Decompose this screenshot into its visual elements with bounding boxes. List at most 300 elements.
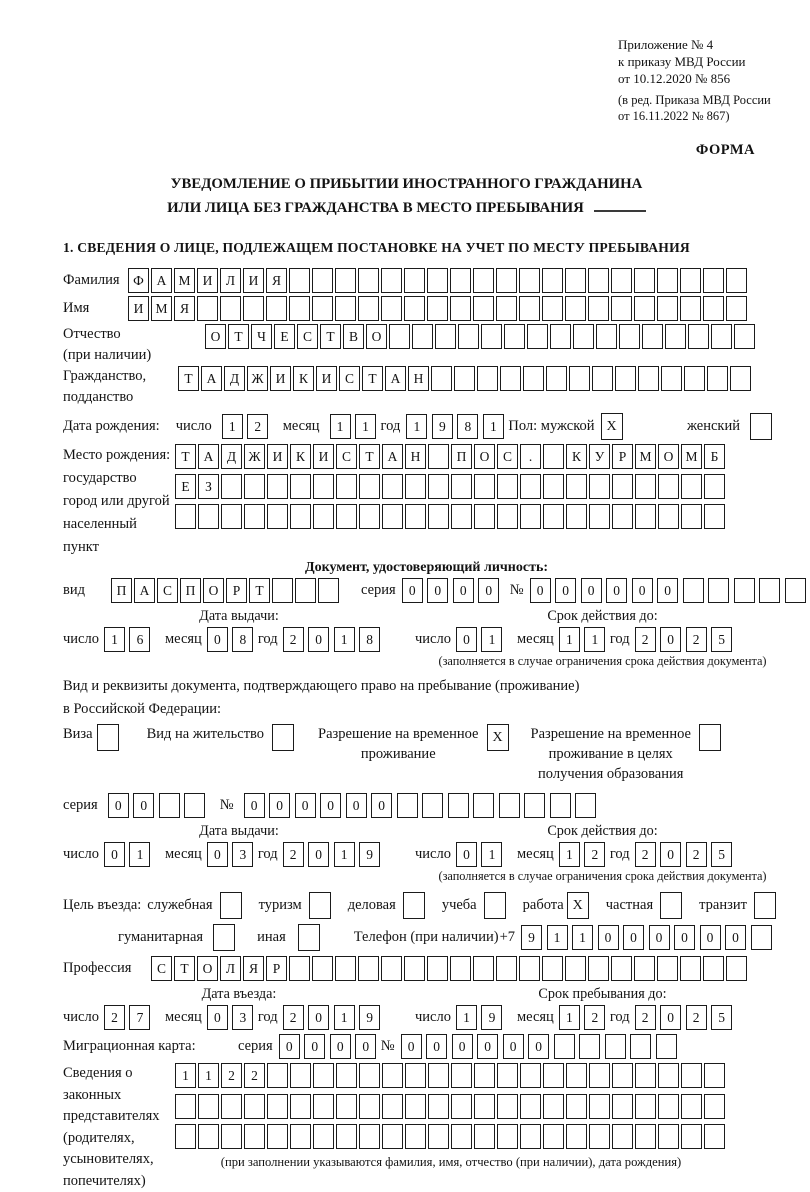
form-cell[interactable] — [382, 1094, 403, 1119]
form-cell[interactable] — [734, 324, 755, 349]
form-cell[interactable]: 0 — [632, 578, 653, 603]
form-cell[interactable]: 0 — [295, 793, 316, 818]
form-cell[interactable] — [657, 296, 678, 321]
form-cell[interactable] — [450, 956, 471, 981]
form-cell[interactable] — [550, 324, 571, 349]
form-cell[interactable] — [520, 1063, 541, 1088]
form-cell[interactable]: 0 — [371, 793, 392, 818]
form-cell[interactable]: 0 — [133, 793, 154, 818]
form-cell[interactable] — [520, 474, 541, 499]
form-cell[interactable] — [313, 1094, 334, 1119]
form-cell[interactable] — [359, 474, 380, 499]
form-cell[interactable] — [611, 296, 632, 321]
form-cell[interactable] — [519, 956, 540, 981]
form-cell[interactable] — [336, 474, 357, 499]
form-cell[interactable]: Т — [249, 578, 270, 603]
form-cell[interactable] — [527, 324, 548, 349]
form-cell[interactable]: . — [520, 444, 541, 469]
form-cell[interactable] — [318, 578, 339, 603]
form-cell[interactable] — [708, 578, 729, 603]
form-cell[interactable] — [290, 474, 311, 499]
form-cell[interactable] — [159, 793, 180, 818]
form-cell[interactable]: И — [316, 366, 337, 391]
form-cell[interactable] — [473, 793, 494, 818]
form-cell[interactable] — [435, 324, 456, 349]
form-cell[interactable]: 1 — [334, 627, 355, 652]
form-cell[interactable] — [497, 504, 518, 529]
form-cell[interactable]: 8 — [232, 627, 253, 652]
form-cell[interactable]: 0 — [503, 1034, 524, 1059]
form-cell[interactable]: 0 — [330, 1034, 351, 1059]
form-cell[interactable]: 2 — [247, 414, 268, 439]
form-cell[interactable] — [565, 268, 586, 293]
form-cell[interactable]: 2 — [686, 627, 707, 652]
form-cell[interactable] — [730, 366, 751, 391]
form-cell[interactable] — [704, 1063, 725, 1088]
purpose-transit-checkbox[interactable] — [754, 892, 776, 919]
form-cell[interactable]: 0 — [346, 793, 367, 818]
form-cell[interactable] — [243, 296, 264, 321]
form-cell[interactable]: К — [290, 444, 311, 469]
form-cell[interactable]: И — [197, 268, 218, 293]
form-cell[interactable]: 0 — [452, 1034, 473, 1059]
form-cell[interactable] — [612, 1063, 633, 1088]
form-cell[interactable] — [704, 474, 725, 499]
form-cell[interactable] — [359, 1063, 380, 1088]
form-cell[interactable]: З — [198, 474, 219, 499]
form-cell[interactable]: 1 — [355, 414, 376, 439]
form-cell[interactable] — [313, 1063, 334, 1088]
form-cell[interactable]: 1 — [129, 842, 150, 867]
form-cell[interactable]: 2 — [283, 842, 304, 867]
form-cell[interactable] — [661, 366, 682, 391]
form-cell[interactable] — [290, 1124, 311, 1149]
form-cell[interactable] — [497, 1124, 518, 1149]
form-cell[interactable] — [726, 296, 747, 321]
form-cell[interactable]: 1 — [559, 627, 580, 652]
form-cell[interactable] — [520, 504, 541, 529]
form-cell[interactable] — [267, 1124, 288, 1149]
form-cell[interactable] — [496, 956, 517, 981]
form-cell[interactable] — [382, 1063, 403, 1088]
form-cell[interactable] — [496, 296, 517, 321]
form-cell[interactable]: У — [589, 444, 610, 469]
form-cell[interactable]: 1 — [104, 627, 125, 652]
form-cell[interactable] — [619, 324, 640, 349]
form-cell[interactable] — [638, 366, 659, 391]
form-cell[interactable] — [566, 474, 587, 499]
form-cell[interactable]: 2 — [104, 1005, 125, 1030]
form-cell[interactable]: 0 — [308, 627, 329, 652]
form-cell[interactable] — [474, 1063, 495, 1088]
form-cell[interactable]: 2 — [244, 1063, 265, 1088]
form-cell[interactable] — [405, 474, 426, 499]
form-cell[interactable] — [267, 504, 288, 529]
form-cell[interactable]: О — [205, 324, 226, 349]
form-cell[interactable]: 1 — [559, 1005, 580, 1030]
form-cell[interactable] — [358, 956, 379, 981]
form-cell[interactable] — [428, 504, 449, 529]
form-cell[interactable]: 1 — [584, 627, 605, 652]
form-cell[interactable]: 1 — [572, 925, 593, 950]
form-cell[interactable] — [497, 1094, 518, 1119]
form-cell[interactable]: 1 — [334, 1005, 355, 1030]
form-cell[interactable] — [612, 504, 633, 529]
form-cell[interactable] — [565, 956, 586, 981]
form-cell[interactable] — [272, 578, 293, 603]
form-cell[interactable]: 9 — [432, 414, 453, 439]
form-cell[interactable] — [657, 956, 678, 981]
form-cell[interactable] — [589, 1094, 610, 1119]
form-cell[interactable] — [566, 1094, 587, 1119]
form-cell[interactable] — [389, 324, 410, 349]
form-cell[interactable]: П — [451, 444, 472, 469]
form-cell[interactable]: 1 — [334, 842, 355, 867]
form-cell[interactable] — [657, 268, 678, 293]
form-cell[interactable] — [175, 1124, 196, 1149]
form-cell[interactable] — [612, 474, 633, 499]
form-cell[interactable] — [759, 578, 780, 603]
form-cell[interactable]: Т — [320, 324, 341, 349]
form-cell[interactable]: 0 — [104, 842, 125, 867]
form-cell[interactable] — [550, 793, 571, 818]
form-cell[interactable]: 0 — [528, 1034, 549, 1059]
form-cell[interactable] — [684, 366, 705, 391]
form-cell[interactable] — [630, 1034, 651, 1059]
form-cell[interactable] — [592, 366, 613, 391]
form-cell[interactable] — [267, 1094, 288, 1119]
form-cell[interactable]: Е — [175, 474, 196, 499]
form-cell[interactable]: 2 — [635, 627, 656, 652]
form-cell[interactable]: 0 — [308, 842, 329, 867]
form-cell[interactable] — [665, 324, 686, 349]
form-cell[interactable]: В — [343, 324, 364, 349]
form-cell[interactable] — [221, 504, 242, 529]
form-cell[interactable]: А — [151, 268, 172, 293]
form-cell[interactable] — [451, 1124, 472, 1149]
form-cell[interactable]: 0 — [279, 1034, 300, 1059]
form-cell[interactable]: 0 — [606, 578, 627, 603]
form-cell[interactable]: 9 — [481, 1005, 502, 1030]
form-cell[interactable]: С — [497, 444, 518, 469]
form-cell[interactable]: 0 — [401, 1034, 422, 1059]
form-cell[interactable] — [635, 1063, 656, 1088]
form-cell[interactable] — [428, 474, 449, 499]
form-cell[interactable] — [197, 296, 218, 321]
form-cell[interactable] — [497, 1063, 518, 1088]
form-cell[interactable] — [500, 366, 521, 391]
form-cell[interactable] — [704, 504, 725, 529]
form-cell[interactable]: 0 — [269, 793, 290, 818]
form-cell[interactable]: 0 — [660, 627, 681, 652]
form-cell[interactable] — [520, 1094, 541, 1119]
form-cell[interactable]: О — [197, 956, 218, 981]
form-cell[interactable] — [680, 268, 701, 293]
form-cell[interactable] — [658, 504, 679, 529]
form-cell[interactable] — [704, 1124, 725, 1149]
form-cell[interactable]: И — [267, 444, 288, 469]
form-cell[interactable] — [221, 1124, 242, 1149]
form-cell[interactable] — [450, 268, 471, 293]
form-cell[interactable]: 2 — [584, 842, 605, 867]
form-cell[interactable] — [290, 1063, 311, 1088]
form-cell[interactable] — [244, 1124, 265, 1149]
form-cell[interactable] — [313, 1124, 334, 1149]
form-cell[interactable] — [312, 956, 333, 981]
form-cell[interactable] — [175, 1094, 196, 1119]
form-cell[interactable] — [543, 474, 564, 499]
form-cell[interactable]: Л — [220, 268, 241, 293]
form-cell[interactable] — [703, 956, 724, 981]
form-cell[interactable] — [405, 504, 426, 529]
form-cell[interactable] — [336, 1094, 357, 1119]
form-cell[interactable]: 5 — [711, 1005, 732, 1030]
form-cell[interactable]: 9 — [359, 1005, 380, 1030]
form-cell[interactable] — [428, 1094, 449, 1119]
form-cell[interactable] — [244, 504, 265, 529]
form-cell[interactable] — [381, 956, 402, 981]
form-cell[interactable] — [428, 444, 449, 469]
form-cell[interactable]: 5 — [711, 842, 732, 867]
form-cell[interactable] — [198, 1124, 219, 1149]
form-cell[interactable]: М — [635, 444, 656, 469]
form-cell[interactable] — [734, 578, 755, 603]
form-cell[interactable] — [726, 956, 747, 981]
form-cell[interactable]: 0 — [244, 793, 265, 818]
form-cell[interactable] — [575, 793, 596, 818]
form-cell[interactable]: 0 — [456, 842, 477, 867]
form-cell[interactable] — [496, 268, 517, 293]
form-cell[interactable] — [635, 474, 656, 499]
form-cell[interactable]: 2 — [283, 1005, 304, 1030]
form-cell[interactable]: 0 — [456, 627, 477, 652]
form-cell[interactable]: 1 — [406, 414, 427, 439]
form-cell[interactable] — [477, 366, 498, 391]
form-cell[interactable]: О — [474, 444, 495, 469]
form-cell[interactable] — [221, 1094, 242, 1119]
form-cell[interactable] — [680, 956, 701, 981]
purpose-official-checkbox[interactable] — [220, 892, 242, 919]
form-cell[interactable] — [382, 504, 403, 529]
form-cell[interactable] — [221, 474, 242, 499]
form-cell[interactable]: Е — [274, 324, 295, 349]
form-cell[interactable] — [336, 1124, 357, 1149]
form-cell[interactable] — [473, 296, 494, 321]
form-cell[interactable] — [611, 268, 632, 293]
form-cell[interactable] — [336, 504, 357, 529]
form-cell[interactable] — [448, 793, 469, 818]
form-cell[interactable]: 0 — [207, 842, 228, 867]
form-cell[interactable] — [704, 1094, 725, 1119]
form-cell[interactable]: 0 — [355, 1034, 376, 1059]
form-cell[interactable] — [451, 474, 472, 499]
form-cell[interactable]: Д — [224, 366, 245, 391]
form-cell[interactable] — [497, 474, 518, 499]
form-cell[interactable]: 2 — [635, 842, 656, 867]
form-cell[interactable] — [573, 324, 594, 349]
form-cell[interactable]: 0 — [477, 1034, 498, 1059]
form-cell[interactable]: 1 — [481, 842, 502, 867]
form-cell[interactable]: Я — [174, 296, 195, 321]
form-cell[interactable]: 0 — [426, 1034, 447, 1059]
form-cell[interactable] — [267, 1063, 288, 1088]
form-cell[interactable]: 0 — [660, 842, 681, 867]
form-cell[interactable]: 1 — [547, 925, 568, 950]
form-cell[interactable]: 0 — [530, 578, 551, 603]
form-cell[interactable] — [451, 1063, 472, 1088]
form-cell[interactable] — [554, 1034, 575, 1059]
form-cell[interactable]: 0 — [108, 793, 129, 818]
form-cell[interactable] — [658, 1063, 679, 1088]
form-cell[interactable]: М — [174, 268, 195, 293]
form-cell[interactable] — [519, 296, 540, 321]
form-cell[interactable] — [198, 504, 219, 529]
form-cell[interactable] — [473, 956, 494, 981]
form-cell[interactable]: И — [128, 296, 149, 321]
form-cell[interactable] — [499, 793, 520, 818]
form-cell[interactable]: 0 — [598, 925, 619, 950]
form-cell[interactable] — [431, 366, 452, 391]
sex-female-checkbox[interactable] — [750, 413, 772, 440]
form-cell[interactable] — [605, 1034, 626, 1059]
form-cell[interactable] — [428, 1063, 449, 1088]
form-cell[interactable] — [543, 1124, 564, 1149]
purpose-work-checkbox[interactable]: X — [567, 892, 589, 919]
form-cell[interactable]: 0 — [308, 1005, 329, 1030]
form-cell[interactable] — [428, 1124, 449, 1149]
form-cell[interactable]: 0 — [660, 1005, 681, 1030]
form-cell[interactable]: 5 — [711, 627, 732, 652]
form-cell[interactable] — [542, 268, 563, 293]
form-cell[interactable] — [681, 1063, 702, 1088]
form-cell[interactable]: 1 — [481, 627, 502, 652]
form-cell[interactable]: Н — [408, 366, 429, 391]
form-cell[interactable]: Т — [175, 444, 196, 469]
form-cell[interactable] — [588, 268, 609, 293]
form-cell[interactable]: 9 — [359, 842, 380, 867]
form-cell[interactable] — [542, 956, 563, 981]
form-cell[interactable] — [450, 296, 471, 321]
form-cell[interactable] — [474, 474, 495, 499]
form-cell[interactable]: 2 — [584, 1005, 605, 1030]
form-cell[interactable] — [566, 1124, 587, 1149]
form-cell[interactable]: 0 — [304, 1034, 325, 1059]
form-cell[interactable]: 0 — [320, 793, 341, 818]
form-cell[interactable]: Д — [221, 444, 242, 469]
form-cell[interactable] — [635, 1124, 656, 1149]
form-cell[interactable]: Б — [704, 444, 725, 469]
form-cell[interactable] — [312, 268, 333, 293]
form-cell[interactable] — [688, 324, 709, 349]
form-cell[interactable] — [336, 1063, 357, 1088]
form-cell[interactable] — [175, 504, 196, 529]
form-cell[interactable]: 9 — [521, 925, 542, 950]
form-cell[interactable] — [523, 366, 544, 391]
form-cell[interactable]: 0 — [657, 578, 678, 603]
purpose-humanitarian-checkbox[interactable] — [213, 924, 235, 951]
sex-male-checkbox[interactable]: X — [601, 413, 623, 440]
form-cell[interactable]: 0 — [207, 1005, 228, 1030]
form-cell[interactable] — [427, 956, 448, 981]
form-cell[interactable]: К — [566, 444, 587, 469]
form-cell[interactable]: 8 — [359, 627, 380, 652]
form-cell[interactable]: Т — [362, 366, 383, 391]
purpose-business-checkbox[interactable] — [403, 892, 425, 919]
form-cell[interactable] — [405, 1063, 426, 1088]
form-cell[interactable]: И — [270, 366, 291, 391]
form-cell[interactable]: А — [385, 366, 406, 391]
form-cell[interactable] — [566, 504, 587, 529]
form-cell[interactable]: 2 — [283, 627, 304, 652]
form-cell[interactable] — [359, 1124, 380, 1149]
form-cell[interactable]: П — [180, 578, 201, 603]
form-cell[interactable]: Т — [178, 366, 199, 391]
form-cell[interactable] — [542, 296, 563, 321]
form-cell[interactable] — [588, 956, 609, 981]
form-cell[interactable]: 8 — [457, 414, 478, 439]
form-cell[interactable]: 0 — [581, 578, 602, 603]
form-cell[interactable]: О — [658, 444, 679, 469]
form-cell[interactable]: 0 — [427, 578, 448, 603]
form-cell[interactable]: 0 — [700, 925, 721, 950]
form-cell[interactable] — [658, 1094, 679, 1119]
form-cell[interactable] — [681, 504, 702, 529]
form-cell[interactable] — [589, 504, 610, 529]
form-cell[interactable] — [381, 296, 402, 321]
form-cell[interactable] — [198, 1094, 219, 1119]
form-cell[interactable]: 0 — [623, 925, 644, 950]
form-cell[interactable]: 0 — [402, 578, 423, 603]
form-cell[interactable]: 0 — [649, 925, 670, 950]
form-cell[interactable] — [596, 324, 617, 349]
form-cell[interactable]: Ж — [247, 366, 268, 391]
form-cell[interactable]: 0 — [478, 578, 499, 603]
form-cell[interactable] — [295, 578, 316, 603]
form-cell[interactable]: 3 — [232, 1005, 253, 1030]
form-cell[interactable] — [451, 1094, 472, 1119]
form-cell[interactable] — [335, 956, 356, 981]
form-cell[interactable]: А — [198, 444, 219, 469]
form-cell[interactable] — [520, 1124, 541, 1149]
form-cell[interactable] — [266, 296, 287, 321]
form-cell[interactable]: О — [366, 324, 387, 349]
form-cell[interactable] — [634, 268, 655, 293]
form-cell[interactable]: 7 — [129, 1005, 150, 1030]
form-cell[interactable] — [680, 296, 701, 321]
form-cell[interactable] — [454, 366, 475, 391]
form-cell[interactable] — [658, 474, 679, 499]
form-cell[interactable]: 1 — [198, 1063, 219, 1088]
form-cell[interactable] — [244, 474, 265, 499]
form-cell[interactable] — [184, 793, 205, 818]
form-cell[interactable] — [565, 296, 586, 321]
form-cell[interactable] — [474, 504, 495, 529]
form-cell[interactable] — [335, 268, 356, 293]
form-cell[interactable]: И — [313, 444, 334, 469]
form-cell[interactable] — [543, 444, 564, 469]
form-cell[interactable] — [405, 1094, 426, 1119]
form-cell[interactable] — [589, 1063, 610, 1088]
form-cell[interactable] — [220, 296, 241, 321]
form-cell[interactable] — [382, 474, 403, 499]
form-cell[interactable] — [703, 268, 724, 293]
form-cell[interactable] — [290, 504, 311, 529]
form-cell[interactable] — [267, 474, 288, 499]
form-cell[interactable]: И — [243, 268, 264, 293]
form-cell[interactable] — [382, 1124, 403, 1149]
visa-checkbox[interactable] — [97, 724, 119, 751]
form-cell[interactable] — [474, 1094, 495, 1119]
